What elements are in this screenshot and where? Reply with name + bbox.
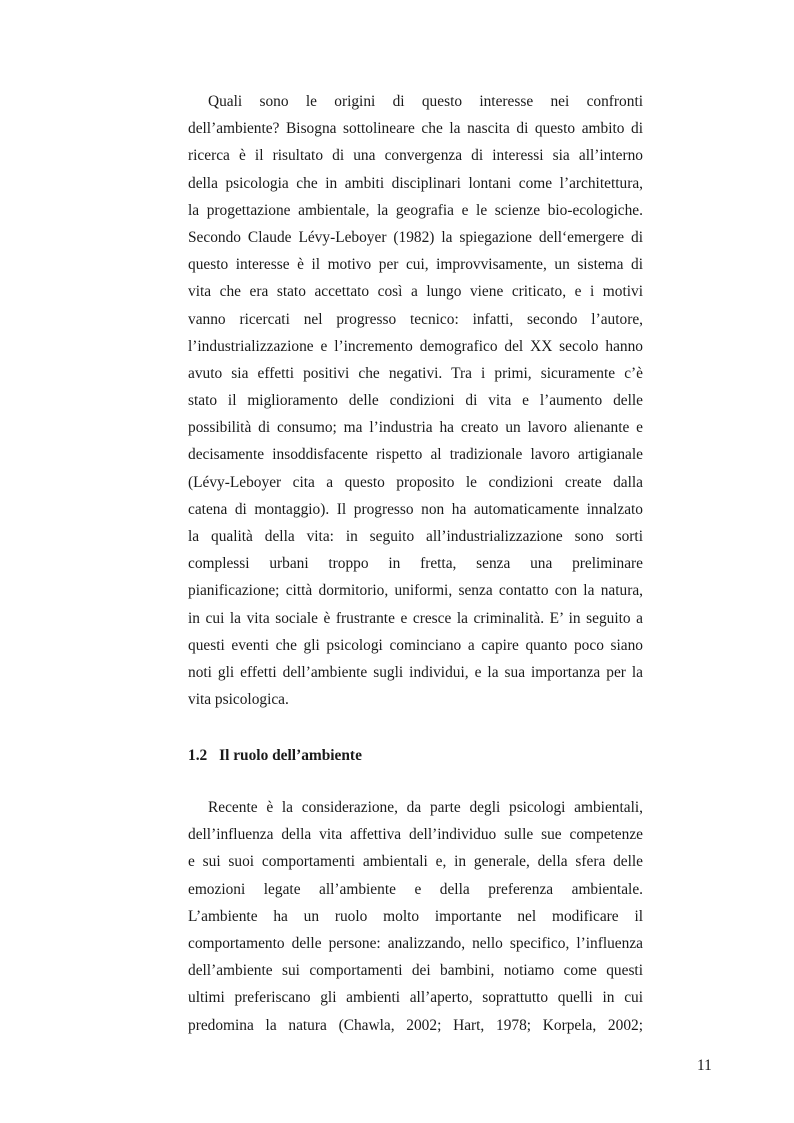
text-line: possibilità di consumo; ma l’industria ha creato un lavoro alienante e: [188, 419, 643, 437]
page-number: 11: [697, 1057, 712, 1074]
text-line: stato il miglioramento delle condizioni di vita e l’aumento delle: [188, 392, 643, 410]
text-line: avuto sia effetti positivi che negativi. Tra i primi, sicuramente c’è: [188, 364, 643, 382]
text-line: dell’influenza della vita affettiva dell’individuo sulle sue competenze: [188, 826, 643, 844]
text-line: vita psicologica.: [188, 691, 289, 709]
text-line: l’industrializzazione e l’incremento demografico del XX secolo hanno: [188, 337, 643, 355]
text-line: questo interesse è il motivo per cui, improvvisamente, un sistema di: [188, 256, 643, 274]
text-line: decisamente insoddisfacente rispetto al tradizionale lavoro artigianale: [188, 446, 643, 464]
text-line: complessi urbani troppo in fretta, senza una preliminare: [188, 555, 643, 573]
text-line: ricerca è il risultato di una convergenza di interessi sia all’interno: [188, 147, 643, 165]
section-number: 1.2: [188, 747, 208, 764]
paragraph-origins: [188, 88, 643, 713]
section-heading: [188, 747, 362, 765]
text-line: dell’ambiente sui comportamenti dei bambini, notiamo come questi: [188, 962, 643, 980]
section-title: Il ruolo dell’ambiente: [219, 747, 362, 764]
paragraph-role-of-environment: [188, 794, 643, 1039]
text-line: Recente è la considerazione, da parte degli psicologi ambientali,: [208, 799, 643, 816]
text-line: (Lévy-Leboyer cita a questo proposito le condizioni create dalla: [188, 473, 643, 491]
text-line: questi eventi che gli psicologi cominciano a capire quanto poco siano: [188, 636, 643, 654]
text-line: la progettazione ambientale, la geografia e le scienze bio-ecologiche.: [188, 201, 643, 219]
text-line: vita che era stato accettato così a lungo viene criticato, e i motivi: [188, 283, 643, 301]
text-line: ultimi preferiscano gli ambienti all’aperto, soprattutto quelli in cui: [188, 989, 643, 1007]
text-line: della psicologia che in ambiti disciplinari lontani come l’architettura,: [188, 174, 643, 192]
text-line: comportamento delle persone: analizzando, nello specifico, l’influenza: [188, 934, 643, 952]
text-line: in cui la vita sociale è frustrante e cresce la criminalità. E’ in seguito a: [188, 609, 643, 627]
text-line: L’ambiente ha un ruolo molto importante nel modificare il: [188, 907, 643, 925]
text-line: dell’ambiente? Bisogna sottolineare che la nascita di questo ambito di: [188, 120, 643, 138]
text-line: la qualità della vita: in seguito all’industrializzazione sono sorti: [188, 528, 643, 545]
text-line: Secondo Claude Lévy-Leboyer (1982) la spiegazione dell‘emergere di: [188, 228, 643, 246]
text-line: emozioni legate all’ambiente e della preferenza ambientale.: [188, 880, 643, 898]
text-line: predomina la natura (Chawla, 2002; Hart, 1978; Korpela, 2002;: [188, 1016, 643, 1034]
text-line: catena di montaggio). Il progresso non ha automaticamente innalzato: [188, 500, 643, 518]
text-line: pianificazione; città dormitorio, uniformi, senza contatto con la natura,: [188, 582, 643, 600]
text-line: e sui suoi comportamenti ambientali e, in generale, della sfera delle: [188, 853, 643, 871]
text-line: Quali sono le origini di questo interesse nei confronti: [208, 93, 643, 110]
text-line: vanno ricercati nel progresso tecnico: infatti, secondo l’autore,: [188, 310, 643, 328]
text-line: noti gli effetti dell’ambiente sugli individui, e la sua importanza per la: [188, 663, 643, 681]
